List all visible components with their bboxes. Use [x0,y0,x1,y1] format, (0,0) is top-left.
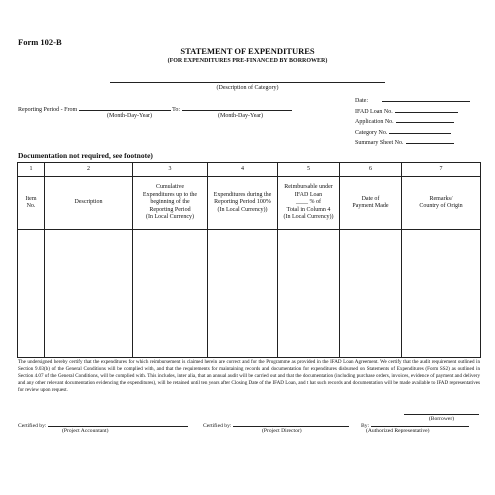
from-caption: (Month-Day-Year) [107,113,153,119]
header-line: beginning of the [150,199,190,206]
category-no-field[interactable] [389,127,451,134]
category-caption: (Description of Category) [216,85,279,91]
header-cumulative [133,177,208,230]
table-cell[interactable] [133,230,208,358]
column-number-row [18,163,481,177]
header-line: Expenditures during the [213,191,272,198]
header-line: Payment Made [352,203,389,209]
header-line: IFAD Loan [294,191,323,198]
borrower-line[interactable] [404,414,479,415]
header-line: Reporting Period [149,206,191,213]
by-label: By: [361,423,370,429]
header-line: Reimbursable under [284,184,333,191]
documentation-note: Documentation not required, see footnote) [18,151,153,160]
header-line: Date of [361,195,380,202]
director-signature-line[interactable] [233,420,349,427]
certification-text: The undersigned hereby certify that the expenditures for which reimbursement is claimed herein are correct and for the Programme as provided in the IFAD Loan Agreement. We certify that the audit requirement outlined in Section 9.03(b) of the General Conditions will be complied with, and that the requirements for maintaining records and documentation for expenditures disbursed on Statements of Expenditures (Form SS2) as outlined in Section 4.07 of the General Conditions, will be complied with. This includes, inter alia, that an annual audit will be carried out and that the documentation (including purchase orders, invoices, evidence of payment and delivery and any other relevant documentation evidencing the expenditures), will be retained until ten years after Closing Date of the IFAD Loan, and t hat such records and documentation will be made available to IFAD representatives for review upon request. [18,359,480,394]
date-field[interactable] [382,95,470,102]
form-number: Form 102-B [18,37,62,47]
table-row [18,230,481,358]
header-line: Reporting Period 100% [214,199,271,206]
table-cell[interactable] [278,230,340,358]
column-number: 1 [18,163,45,177]
header-line: Item [25,195,37,202]
application-no-row [355,116,470,127]
header-row [18,177,481,230]
header-line: No. [26,203,36,209]
header-line: (In Local Currency) [146,214,194,221]
header-description [45,177,133,230]
reporting-from-field[interactable] [79,104,171,111]
representative-signature-line[interactable] [371,420,469,427]
column-number: 3 [133,163,208,177]
reporting-to-label: To: [172,107,180,113]
header-line: Description [74,199,103,206]
table-cell[interactable] [340,230,402,358]
reporting-from-label: Reporting Period - From [18,107,78,113]
column-number: 4 [208,163,278,177]
date-label: Date: [355,98,368,104]
reporting-to-field[interactable] [182,104,292,111]
category-no-row [355,127,470,138]
expenditures-table [17,162,481,358]
header-line: Expenditures up to the [142,191,198,198]
summary-sheet-field[interactable] [406,137,454,144]
right-fields [355,95,470,148]
director-caption: (Project Director) [262,428,302,434]
table-cell[interactable] [208,230,278,358]
loan-no-field[interactable] [395,106,458,113]
header-line: Cumulative [156,184,184,191]
table-cell[interactable] [402,230,481,358]
loan-no-label: IFAD Loan No. [355,108,393,115]
to-caption: (Month-Day-Year) [218,113,264,119]
date-row [355,95,470,106]
loan-no-row [355,106,470,117]
page-title: STATEMENT OF EXPENDITURES [180,46,315,56]
representative-caption: (Authorized Representative) [366,428,430,434]
application-no-field[interactable] [396,116,454,123]
table-cell[interactable] [45,230,133,358]
category-no-label: Category No. [355,129,388,136]
header-expenditures-period [208,177,278,230]
header-line: ____ % of [296,199,321,206]
table-cell[interactable] [18,230,45,358]
column-number: 5 [278,163,340,177]
header-item-no [18,177,45,230]
reporting-period [18,104,292,113]
summary-sheet-label: Summary Sheet No. [355,140,404,147]
accountant-signature-line[interactable] [48,420,188,427]
certified-by-label: Certified by: [18,423,47,429]
header-reimbursable [278,177,340,230]
page-subtitle: (FOR EXPENDITURES PRE-FINANCED BY BORROWER) [167,58,328,64]
header-line: Country of Origin [419,203,463,209]
column-number: 7 [402,163,481,177]
application-no-label: Application No. [355,119,394,126]
column-number: 2 [45,163,133,177]
header-line: Remarks/ [429,195,453,202]
summary-sheet-row [355,137,470,148]
borrower-caption: (Borrower) [428,416,455,422]
certified-by-label: Certified by: [203,423,232,429]
header-line: Total in Column 4 [286,206,331,213]
column-number: 6 [340,163,402,177]
category-line[interactable] [110,82,385,83]
header-line: (In Local Currency)) [217,206,268,213]
header-date-payment [340,177,402,230]
header-remarks [402,177,481,230]
accountant-caption: (Project Accountant) [62,428,109,434]
header-line: (In Local Currency)) [283,214,334,221]
